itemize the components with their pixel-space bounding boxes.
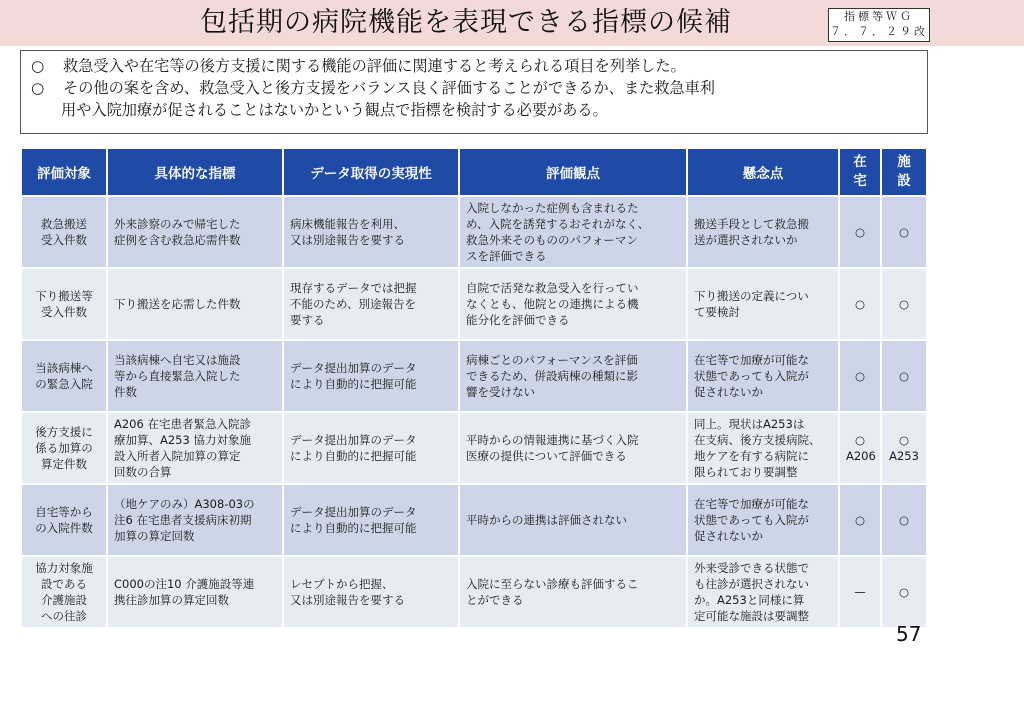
cell-target: 救急搬送 受入件数 xyxy=(22,197,106,267)
header-facility: 施 設 xyxy=(882,149,926,195)
cell-viewpoint: 平時からの情報連携に基づく入院 医療の提供について評価できる xyxy=(460,413,686,483)
cell-feasibility: データ提出加算のデータ により自動的に把握可能 xyxy=(284,413,458,483)
cell-target: 当該病棟へ の緊急入院 xyxy=(22,341,106,411)
bullet-mark: ○ xyxy=(31,79,45,97)
wg-label-line2: ７．７．２９改 xyxy=(830,25,928,38)
table-row xyxy=(22,269,926,339)
wg-label-line1: 指標等ＷＧ xyxy=(844,10,914,23)
cell-viewpoint: 入院しなかった症例も含まれるた め、入院を誘発するおそれがなく、 救急外来そのもののパフォーマン スを評価できる xyxy=(460,197,686,267)
bullet-mark: ○ xyxy=(31,57,45,75)
header-target: 評価対象 xyxy=(22,149,106,195)
cell-home: ○ A206 xyxy=(840,413,880,483)
cell-feasibility: 現存するデータでは把握 不能のため、別途報告を 要する xyxy=(284,269,458,339)
table-row xyxy=(22,413,926,483)
cell-viewpoint: 入院に至らない診療も評価するこ とができる xyxy=(460,557,686,627)
summary-line-2 xyxy=(31,77,917,99)
cell-feasibility: データ提出加算のデータ により自動的に把握可能 xyxy=(284,485,458,555)
table-header-row xyxy=(22,149,926,195)
table-body xyxy=(22,197,926,627)
cell-facility: ○ xyxy=(882,269,926,339)
cell-concern: 同上。現状はA253は 在支病、後方支援病院、 地ケアを有する病院に 限られており要調整 xyxy=(688,413,838,483)
cell-concern: 搬送手段として救急搬 送が選択されないか xyxy=(688,197,838,267)
cell-indicator: C000の注10 介護施設等連 携往診加算の算定回数 xyxy=(108,557,282,627)
cell-target: 協力対象施 設である 介護施設 への往診 xyxy=(22,557,106,627)
cell-facility: ○ A253 xyxy=(882,413,926,483)
cell-home: ○ xyxy=(840,485,880,555)
cell-indicator: （地ケアのみ）A308-03の 注6 在宅患者支援病床初期 加算の算定回数 xyxy=(108,485,282,555)
header-home: 在 宅 xyxy=(840,149,880,195)
cell-concern: 在宅等で加療が可能な 状態であっても入院が 促されないか xyxy=(688,341,838,411)
indicator-table xyxy=(20,147,928,629)
cell-concern: 外来受診できる状態で も往診が選択されない か。A253と同様に算 定可能な施設は要調整 xyxy=(688,557,838,627)
cell-home: — xyxy=(840,557,880,627)
summary-line-3: 用や入院加療が促されることはないかという観点で指標を検討する必要がある。 xyxy=(61,101,608,119)
cell-indicator: 外来診察のみで帰宅した 症例を含む救急応需件数 xyxy=(108,197,282,267)
cell-feasibility: データ提出加算のデータ により自動的に把握可能 xyxy=(284,341,458,411)
cell-indicator: 当該病棟へ自宅又は施設 等から直接緊急入院した 件数 xyxy=(108,341,282,411)
cell-viewpoint: 平時からの連携は評価されない xyxy=(460,485,686,555)
page-title: 包括期の病院機能を表現できる指標の候補 xyxy=(200,7,732,38)
cell-facility: ○ xyxy=(882,197,926,267)
summary-line-1 xyxy=(31,55,917,77)
cell-home: ○ xyxy=(840,197,880,267)
table-row xyxy=(22,557,926,627)
table-row xyxy=(22,197,926,267)
header-feasibility: データ取得の実現性 xyxy=(284,149,458,195)
cell-facility: ○ xyxy=(882,341,926,411)
cell-feasibility: 病床機能報告を利用、 又は別途報告を要する xyxy=(284,197,458,267)
cell-target: 下り搬送等 受入件数 xyxy=(22,269,106,339)
header-concern: 懸念点 xyxy=(688,149,838,195)
cell-target: 自宅等から の入院件数 xyxy=(22,485,106,555)
header-indicator: 具体的な指標 xyxy=(108,149,282,195)
cell-concern: 下り搬送の定義につい て要検討 xyxy=(688,269,838,339)
cell-facility: ○ xyxy=(882,557,926,627)
cell-feasibility: レセプトから把握、 又は別途報告を要する xyxy=(284,557,458,627)
cell-viewpoint: 自院で活発な救急受入を行ってい なくとも、他院との連携による機 能分化を評価できる xyxy=(460,269,686,339)
table-row xyxy=(22,485,926,555)
wg-label-box xyxy=(828,8,930,42)
header-viewpoint: 評価観点 xyxy=(460,149,686,195)
cell-target: 後方支援に 係る加算の 算定件数 xyxy=(22,413,106,483)
summary-text-1: 救急受入や在宅等の後方支援に関する機能の評価に関連すると考えられる項目を列挙した。 xyxy=(63,57,686,75)
summary-box xyxy=(20,50,928,134)
summary-text-2: その他の案を含め、救急受入と後方支援をバランス良く評価することができるか、また救急車利 xyxy=(63,79,715,97)
cell-indicator: A206 在宅患者緊急入院診 療加算、A253 協力対象施 設入所者入院加算の算定 回数の合算 xyxy=(108,413,282,483)
title-banner xyxy=(0,0,1024,46)
cell-home: ○ xyxy=(840,341,880,411)
cell-indicator: 下り搬送を応需した件数 xyxy=(108,269,282,339)
page-number: 57 xyxy=(896,622,922,646)
table-row xyxy=(22,341,926,411)
cell-facility: ○ xyxy=(882,485,926,555)
cell-home: ○ xyxy=(840,269,880,339)
cell-viewpoint: 病棟ごとのパフォーマンスを評価 できるため、併設病棟の種類に影 響を受けない xyxy=(460,341,686,411)
cell-concern: 在宅等で加療が可能な 状態であっても入院が 促されないか xyxy=(688,485,838,555)
